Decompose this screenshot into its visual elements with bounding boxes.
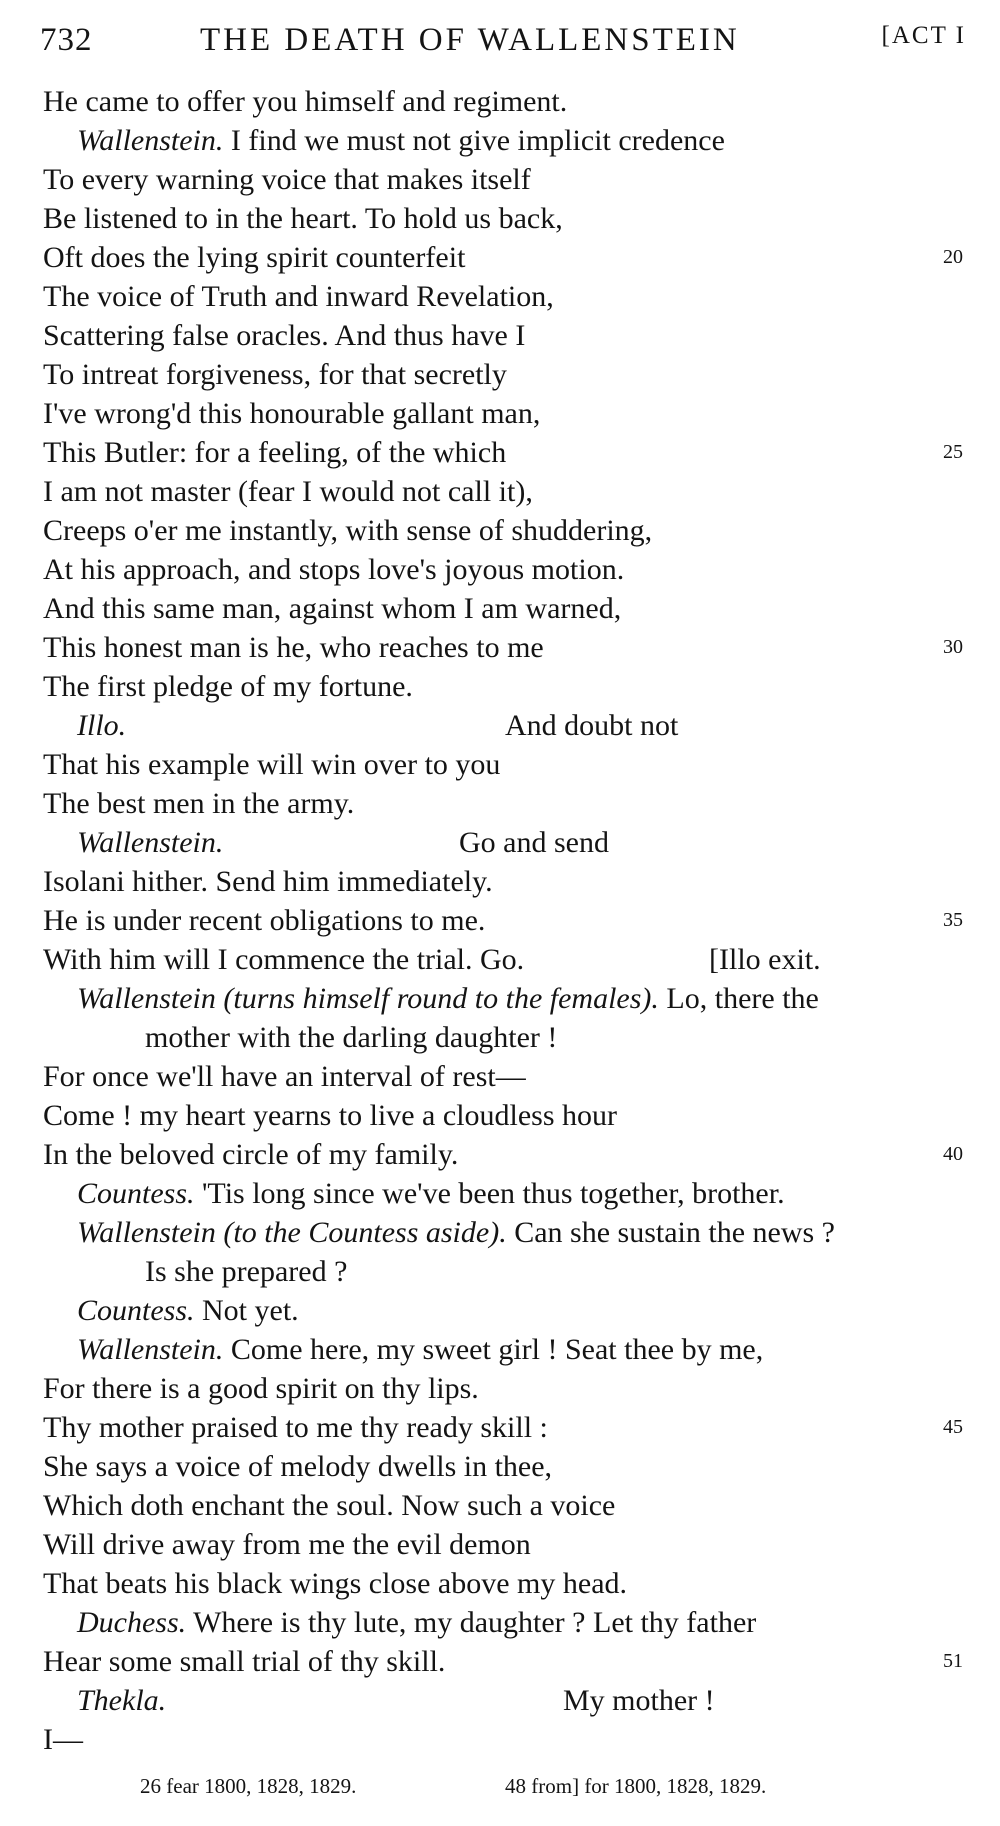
- verse-line: [43, 901, 963, 940]
- line-number: 35: [943, 909, 963, 931]
- speaker-name: Wallenstein.: [77, 1333, 224, 1366]
- line-text: Come ! my heart yearns to live a cloudless hour: [43, 1099, 618, 1132]
- line-text: For once we'll have an interval of rest—: [43, 1060, 526, 1093]
- verse-line: [43, 979, 963, 1018]
- verse-line: [43, 1135, 963, 1174]
- verse-line: [43, 706, 963, 745]
- verse-line: [43, 1018, 963, 1057]
- line-text: This honest man is he, who reaches to me: [43, 631, 544, 664]
- verse-line: [43, 667, 963, 706]
- speaker-name: Countess.: [77, 1294, 195, 1327]
- verse-line: [43, 628, 963, 667]
- verse-line: [43, 433, 963, 472]
- verse-line: [43, 1057, 963, 1096]
- line-text: The voice of Truth and inward Revelation,: [43, 280, 554, 313]
- verse-line: [43, 160, 963, 199]
- speaker-name: Duchess.: [77, 1606, 187, 1639]
- act-label: [ACT I: [881, 22, 966, 49]
- verse-line: [43, 238, 963, 277]
- verse-line: [43, 82, 963, 121]
- speaker-name: Countess.: [77, 1177, 195, 1210]
- verse-line: [43, 1447, 963, 1486]
- line-text: Where is thy lute, my daughter ? Let thy father: [186, 1606, 757, 1639]
- line-text: Which doth enchant the soul. Now such a voice: [43, 1489, 616, 1522]
- line-number: 20: [943, 246, 963, 268]
- line-text: Be listened to in the heart. To hold us back,: [43, 202, 563, 235]
- line-text: She says a voice of melody dwells in thee,: [43, 1450, 553, 1483]
- verse-line: [43, 862, 963, 901]
- line-text: That his example will win over to you: [43, 748, 501, 781]
- verse-text: [43, 82, 963, 1759]
- verse-line: [43, 1642, 963, 1681]
- line-number: 40: [943, 1143, 963, 1165]
- line-text: With him will I commence the trial. Go.: [43, 943, 525, 976]
- page-number: 732: [40, 22, 93, 58]
- verse-line: [43, 1369, 963, 1408]
- line-text: The best men in the army.: [43, 787, 355, 820]
- line-text: In the beloved circle of my family.: [43, 1138, 459, 1171]
- line-text: I am not master (fear I would not call it),: [43, 475, 533, 508]
- line-text: Hear some small trial of thy skill.: [43, 1645, 446, 1678]
- line-text: He came to offer you himself and regiment.: [43, 85, 568, 118]
- line-text: I—: [43, 1723, 83, 1756]
- line-number: 25: [943, 441, 963, 463]
- verse-line: [43, 199, 963, 238]
- stage-direction: (to the Countess aside).: [223, 1216, 507, 1249]
- verse-line: [43, 1174, 963, 1213]
- line-text: I find we must not give implicit credence: [223, 124, 725, 157]
- speaker-name: Illo.: [77, 709, 127, 742]
- line-text: And this same man, against whom I am warned,: [43, 592, 622, 625]
- verse-line: [43, 823, 963, 862]
- line-text: Isolani hither. Send him immediately.: [43, 865, 493, 898]
- speaker-name: Wallenstein.: [77, 124, 224, 157]
- line-text: Lo, there the: [658, 982, 819, 1015]
- line-text: 'Tis long since we've been thus together, brother.: [194, 1177, 785, 1210]
- line-number: 45: [943, 1416, 963, 1438]
- line-continuation: My mother !: [563, 1684, 715, 1717]
- line-text: Scattering false oracles. And thus have I: [43, 319, 526, 352]
- speaker-name: Wallenstein: [77, 982, 216, 1015]
- verse-line: [43, 1291, 963, 1330]
- line-text: Can she sustain the news ?: [506, 1216, 835, 1249]
- line-text: Not yet.: [194, 1294, 299, 1327]
- line-text: At his approach, and stops love's joyous motion.: [43, 553, 625, 586]
- line-text: This Butler: for a feeling, of the which: [43, 436, 507, 469]
- line-text: Thy mother praised to me thy ready skill :: [43, 1411, 548, 1444]
- stage-direction: (turns himself round to the females).: [223, 982, 659, 1015]
- verse-line: [43, 316, 963, 355]
- verse-line: [43, 511, 963, 550]
- line-text: Will drive away from me the evil demon: [43, 1528, 531, 1561]
- line-text: mother with the darling daughter !: [145, 1021, 558, 1054]
- verse-line: [43, 1330, 963, 1369]
- line-text: The first pledge of my fortune.: [43, 670, 413, 703]
- verse-line: [43, 472, 963, 511]
- verse-line: [43, 784, 963, 823]
- line-number: 30: [943, 636, 963, 658]
- line-text: Oft does the lying spirit counterfeit: [43, 241, 466, 274]
- verse-line: [43, 1720, 963, 1759]
- verse-line: [43, 940, 963, 979]
- verse-line: [43, 1681, 963, 1720]
- verse-line: [43, 550, 963, 589]
- verse-line: [43, 1564, 963, 1603]
- line-number: 51: [943, 1650, 963, 1672]
- verse-line: [43, 355, 963, 394]
- line-continuation: And doubt not: [505, 709, 679, 742]
- speaker-name: Wallenstein: [77, 1216, 216, 1249]
- line-continuation: Go and send: [459, 826, 609, 859]
- verse-line: [43, 1525, 963, 1564]
- speaker-name: Wallenstein.: [77, 826, 224, 859]
- exit-direction: [Illo exit.: [709, 943, 821, 976]
- footnote-1: 26 fear 1800, 1828, 1829.: [140, 1774, 357, 1798]
- line-text: To every warning voice that makes itself: [43, 163, 531, 196]
- line-text: For there is a good spirit on thy lips.: [43, 1372, 479, 1405]
- verse-line: [43, 589, 963, 628]
- verse-line: [43, 1096, 963, 1135]
- line-text: Come here, my sweet girl ! Seat thee by me,: [223, 1333, 764, 1366]
- line-text: Is she prepared ?: [145, 1255, 348, 1288]
- verse-line: [43, 394, 963, 433]
- verse-line: [43, 1486, 963, 1525]
- verse-line: [43, 121, 963, 160]
- line-text: That beats his black wings close above my head.: [43, 1567, 628, 1600]
- footnote-2: 48 from] for 1800, 1828, 1829.: [505, 1774, 767, 1798]
- line-text: To intreat forgiveness, for that secretly: [43, 358, 507, 391]
- speaker-name: Thekla.: [77, 1684, 167, 1717]
- page-title: THE DEATH OF WALLENSTEIN: [200, 22, 740, 58]
- verse-line: [43, 1252, 963, 1291]
- verse-line: [43, 1408, 963, 1447]
- line-text: I've wrong'd this honourable gallant man,: [43, 397, 541, 430]
- line-text: He is under recent obligations to me.: [43, 904, 486, 937]
- verse-line: [43, 745, 963, 784]
- verse-line: [43, 277, 963, 316]
- verse-line: [43, 1213, 963, 1252]
- verse-line: [43, 1603, 963, 1642]
- line-text: Creeps o'er me instantly, with sense of shuddering,: [43, 514, 653, 547]
- running-header: [40, 22, 966, 66]
